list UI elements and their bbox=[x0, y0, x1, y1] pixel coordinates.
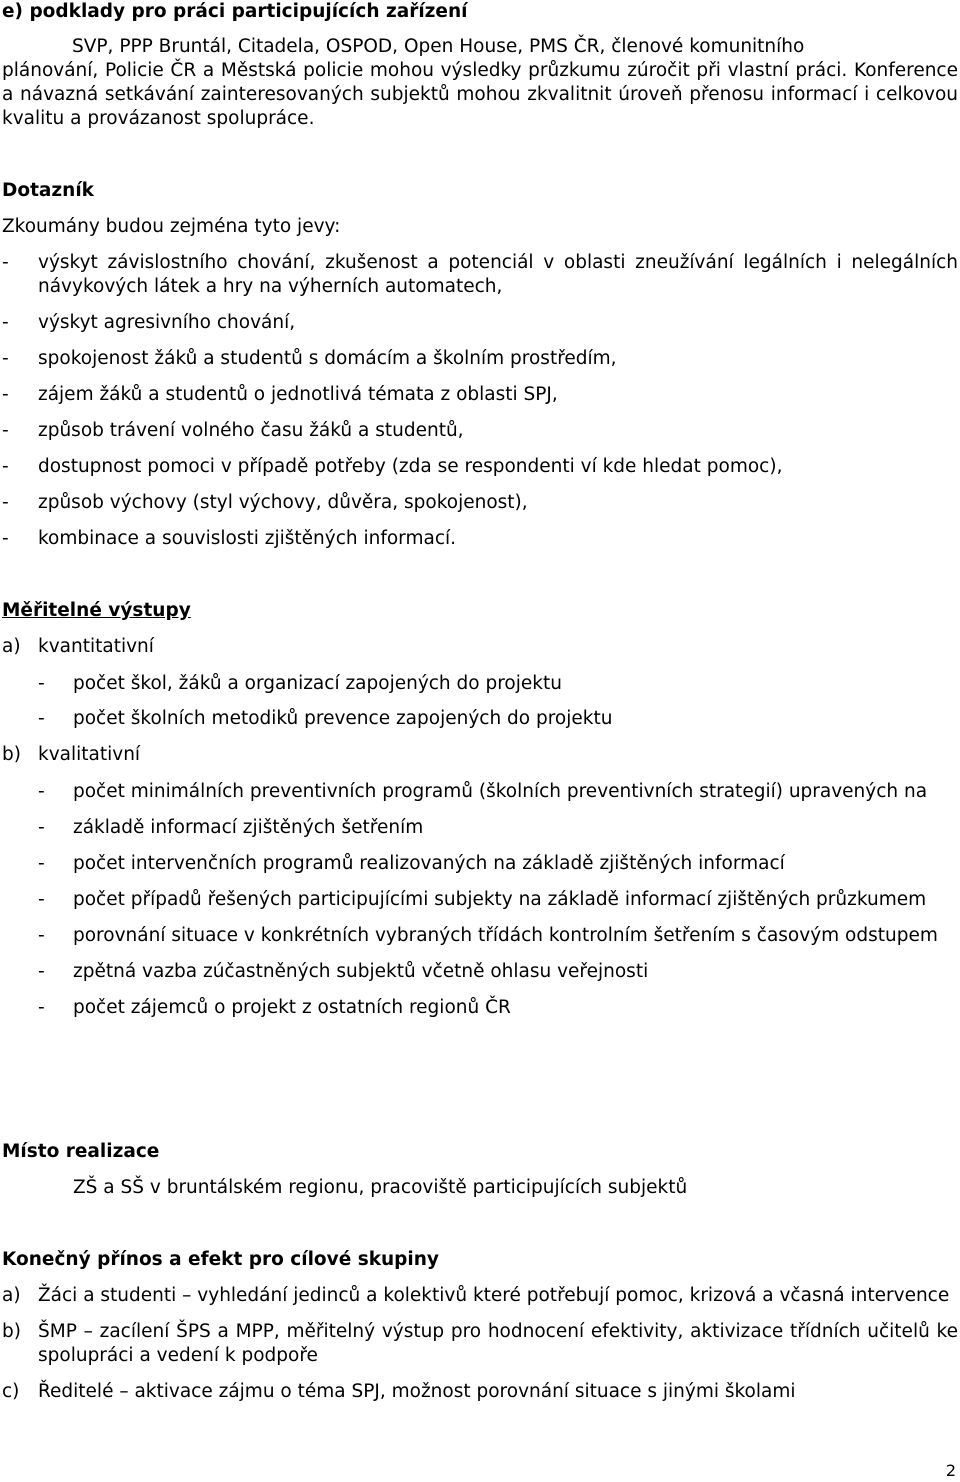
list-item bbox=[2, 780, 958, 804]
list-item bbox=[2, 816, 958, 840]
list-dash: - bbox=[38, 997, 45, 1018]
list-item bbox=[2, 672, 958, 696]
vystupy-b-label: kvalitativní bbox=[38, 744, 141, 765]
list-dash: - bbox=[2, 348, 9, 369]
list-marker: a) bbox=[2, 636, 21, 657]
vystupy-b-label-row bbox=[2, 743, 958, 767]
list-item-text: ŠMP – zacílení ŠPS a MPP, měřitelný výstup pro hodnocení efektivity, aktivizace třídních učitelů ke spolupráci a vedení k podpoře bbox=[38, 1321, 958, 1366]
list-dash: - bbox=[2, 420, 9, 441]
list-item-text: zájem žáků a studentů o jednotlivá témata z oblasti SPJ, bbox=[38, 384, 558, 405]
list-marker: b) bbox=[2, 1321, 21, 1342]
list-item-text: počet případů řešených participujícími subjekty na základě informací zjištěných průzkumem bbox=[73, 889, 927, 910]
section-e-paragraph-first-line: SVP, PPP Bruntál, Citadela, OSPOD, Open House, PMS ČR, členové komunitního bbox=[72, 36, 805, 57]
list-item bbox=[2, 251, 958, 299]
list-item-text: způsob výchovy (styl výchovy, důvěra, spokojenost), bbox=[38, 492, 528, 513]
misto-heading: Místo realizace bbox=[2, 1141, 160, 1162]
section-e-heading: e) podklady pro práci participujících zařízení bbox=[2, 1, 468, 22]
section-e-paragraph bbox=[2, 35, 958, 131]
list-item bbox=[2, 527, 958, 551]
list-item bbox=[2, 1320, 958, 1368]
list-dash: - bbox=[38, 673, 45, 694]
list-dash: - bbox=[38, 708, 45, 729]
prinos-list bbox=[2, 1284, 958, 1404]
list-item bbox=[2, 419, 958, 443]
dotaznik-heading: Dotazník bbox=[2, 180, 94, 201]
list-dash: - bbox=[38, 889, 45, 910]
list-item bbox=[2, 491, 958, 515]
list-dash: - bbox=[2, 252, 9, 273]
list-dash: - bbox=[2, 384, 9, 405]
list-dash: - bbox=[38, 781, 45, 802]
list-marker: b) bbox=[2, 744, 21, 765]
list-item-text: výskyt agresivního chování, bbox=[38, 312, 296, 333]
vystupy-a-list bbox=[2, 672, 958, 731]
list-item bbox=[2, 347, 958, 371]
list-item bbox=[2, 924, 958, 948]
list-item-text: počet minimálních preventivních programů (školních preventivních strategií) upravených na bbox=[73, 781, 928, 802]
list-item-text: výskyt závislostního chování, zkušenost a potenciál v oblasti zneužívání legálních i nelegálních návykových látek a hry na výherních automatech, bbox=[38, 252, 958, 297]
list-item-text: kombinace a souvislosti zjištěných informací. bbox=[38, 528, 457, 549]
list-dash: - bbox=[2, 456, 9, 477]
list-item-text: základě informací zjištěných šetřením bbox=[73, 817, 424, 838]
list-item-text: spokojenost žáků a studentů s domácím a školním prostředím, bbox=[38, 348, 617, 369]
list-item-text: počet intervenčních programů realizovaných na základě zjištěných informací bbox=[73, 853, 785, 874]
prinos-heading: Konečný přínos a efekt pro cílové skupiny bbox=[2, 1249, 439, 1270]
list-item-text: počet škol, žáků a organizací zapojených do projektu bbox=[73, 673, 562, 694]
list-item-text: Ředitelé – aktivace zájmu o téma SPJ, možnost porovnání situace s jinými školami bbox=[38, 1381, 796, 1402]
list-item bbox=[2, 383, 958, 407]
page-number: 2 bbox=[945, 1461, 956, 1480]
list-item-text: počet školních metodiků prevence zapojených do projektu bbox=[73, 708, 613, 729]
list-dash: - bbox=[2, 492, 9, 513]
misto-text: ZŠ a SŠ v bruntálském regionu, pracoviště participujících subjektů bbox=[73, 1177, 688, 1198]
list-item bbox=[2, 707, 958, 731]
list-item bbox=[2, 311, 958, 335]
vystupy-a-label-row bbox=[2, 635, 958, 659]
list-item-text: způsob trávení volného času žáků a studentů, bbox=[38, 420, 464, 441]
vystupy-b-list bbox=[2, 780, 958, 1020]
list-dash: - bbox=[38, 961, 45, 982]
list-item bbox=[2, 455, 958, 479]
list-item bbox=[2, 888, 958, 912]
list-item-text: zpětná vazba zúčastněných subjektů včetně ohlasu veřejnosti bbox=[73, 961, 649, 982]
list-dash: - bbox=[38, 853, 45, 874]
list-item-text: porovnání situace v konkrétních vybraných třídách kontrolním šetřením s časovým odstupem bbox=[73, 925, 938, 946]
list-dash: - bbox=[2, 528, 9, 549]
dotaznik-list bbox=[2, 251, 958, 551]
list-item-text: Žáci a studenti – vyhledání jedinců a kolektivů které potřebují pomoc, krizová a včasná intervence bbox=[38, 1285, 950, 1306]
list-item bbox=[2, 960, 958, 984]
list-marker: a) bbox=[2, 1285, 21, 1306]
list-dash: - bbox=[38, 925, 45, 946]
list-item bbox=[2, 1284, 958, 1308]
vystupy-heading: Měřitelné výstupy bbox=[2, 600, 191, 621]
list-marker: c) bbox=[2, 1381, 20, 1402]
list-item-text: počet zájemců o projekt z ostatních regionů ČR bbox=[73, 997, 511, 1018]
list-dash: - bbox=[38, 817, 45, 838]
section-e-paragraph-rest: plánování, Policie ČR a Městská policie mohou výsledky průzkumu zúročit při vlastní práci. Konference a návazná setkávání zainteresovaných subjektů mohou zkvalitnit úroveň přenosu informací i celkovou kvalitu a provázanost spolupráce. bbox=[2, 60, 958, 129]
list-item bbox=[2, 996, 958, 1020]
vystupy-a-label: kvantitativní bbox=[38, 636, 154, 657]
list-dash: - bbox=[2, 312, 9, 333]
list-item-text: dostupnost pomoci v případě potřeby (zda se respondenti ví kde hledat pomoc), bbox=[38, 456, 783, 477]
list-item bbox=[2, 1380, 958, 1404]
dotaznik-intro: Zkoumány budou zejména tyto jevy: bbox=[2, 216, 341, 237]
list-item bbox=[2, 852, 958, 876]
